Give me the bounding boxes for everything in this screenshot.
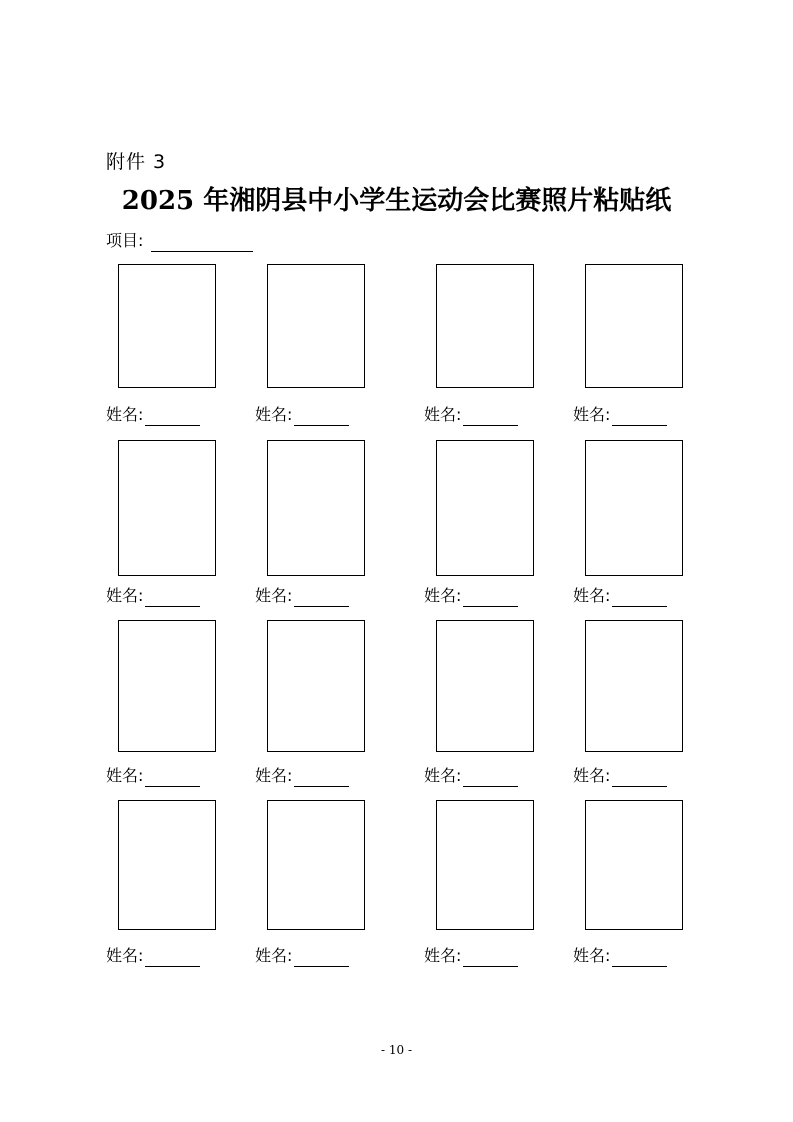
name-blank-line[interactable] [145, 769, 200, 787]
photo-frame[interactable] [585, 620, 683, 752]
name-blank-line[interactable] [612, 589, 667, 607]
photo-frame[interactable] [118, 440, 216, 576]
name-label: 姓名: [255, 946, 293, 965]
name-blank-line[interactable] [612, 769, 667, 787]
name-label: 姓名: [573, 766, 611, 785]
name-blank-line[interactable] [463, 769, 518, 787]
photo-frame[interactable] [118, 264, 216, 388]
photo-frame[interactable] [118, 800, 216, 930]
name-row [573, 765, 667, 787]
name-row [106, 404, 200, 426]
photo-frame[interactable] [585, 264, 683, 388]
document-title: 2025 年湘阴县中小学生运动会比赛照片粘贴纸 [121, 186, 672, 216]
photo-frame[interactable] [436, 800, 534, 930]
name-label: 姓名: [106, 946, 144, 965]
photo-frame[interactable] [436, 440, 534, 576]
name-blank-line[interactable] [145, 589, 200, 607]
name-blank-line[interactable] [463, 408, 518, 426]
name-label: 姓名: [106, 766, 144, 785]
name-label: 姓名: [573, 405, 611, 424]
photo-frame[interactable] [436, 264, 534, 388]
name-label: 姓名: [106, 586, 144, 605]
name-blank-line[interactable] [145, 408, 200, 426]
project-label: 项目: [106, 231, 144, 250]
name-blank-line[interactable] [463, 589, 518, 607]
name-blank-line[interactable] [145, 949, 200, 967]
name-row [424, 585, 518, 607]
photo-frame[interactable] [436, 620, 534, 752]
name-row [106, 945, 200, 967]
photo-frame[interactable] [267, 800, 365, 930]
attachment-label: 附件 3 [106, 151, 167, 173]
name-blank-line[interactable] [294, 589, 349, 607]
name-blank-line[interactable] [294, 949, 349, 967]
name-row [255, 404, 349, 426]
photo-frame[interactable] [585, 800, 683, 930]
name-label: 姓名: [255, 766, 293, 785]
name-row [424, 404, 518, 426]
name-row [255, 945, 349, 967]
name-blank-line[interactable] [612, 949, 667, 967]
name-row [424, 945, 518, 967]
name-label: 姓名: [573, 946, 611, 965]
name-blank-line[interactable] [294, 769, 349, 787]
name-row [573, 585, 667, 607]
photo-frame[interactable] [118, 620, 216, 752]
photo-frame[interactable] [267, 620, 365, 752]
photo-frame[interactable] [267, 440, 365, 576]
name-label: 姓名: [424, 586, 462, 605]
name-blank-line[interactable] [612, 408, 667, 426]
name-row [424, 765, 518, 787]
name-row [106, 585, 200, 607]
name-label: 姓名: [424, 766, 462, 785]
name-row [573, 945, 667, 967]
name-row [106, 765, 200, 787]
photo-frame[interactable] [585, 440, 683, 576]
name-row [573, 404, 667, 426]
name-label: 姓名: [255, 586, 293, 605]
name-blank-line[interactable] [294, 408, 349, 426]
photo-frame[interactable] [267, 264, 365, 388]
name-blank-line[interactable] [463, 949, 518, 967]
name-row [255, 585, 349, 607]
name-label: 姓名: [106, 405, 144, 424]
page-number: - 10 - [380, 1043, 412, 1057]
name-row [255, 765, 349, 787]
name-label: 姓名: [573, 586, 611, 605]
name-label: 姓名: [424, 405, 462, 424]
name-label: 姓名: [424, 946, 462, 965]
name-label: 姓名: [255, 405, 293, 424]
